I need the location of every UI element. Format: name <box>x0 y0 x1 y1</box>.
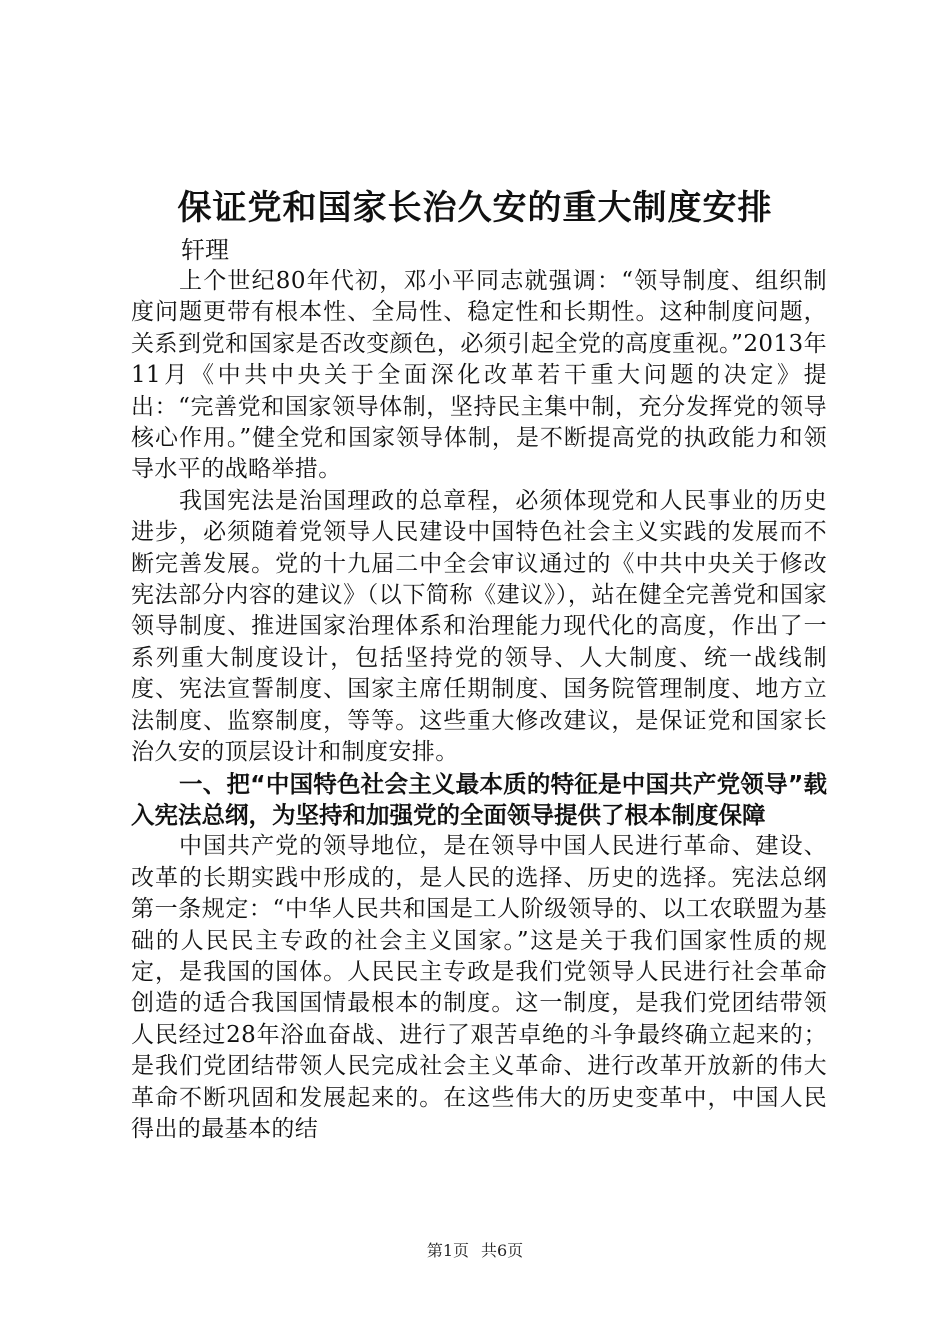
body-paragraph-1: 上个世纪80年代初，邓小平同志就强调：“领导制度、组织制度问题更带有根本性、全局性、稳定性和长期性。这种制度问题，关系到党和国家是否改变颜色，必须引起全党的高度重视。”2013年11月《中共中央关于全面深化改革若干重大问题的决定》提出：“完善党和国家领导体制，坚持民主集中制，充分发挥党的领导核心作用。”健全党和国家领导体制，是不断提高党的执政能力和领导水平的战略举措。 <box>131 268 827 483</box>
page-number: 第1页 <box>426 1241 469 1260</box>
section-heading-1: 一、把“中国特色社会主义最本质的特征是中国共产党领导”载入宪法总纲，为坚持和加强党的全面领导提供了根本制度保障 <box>131 769 827 829</box>
page-total: 共6页 <box>481 1241 524 1260</box>
body-paragraph-2: 我国宪法是治国理政的总章程，必须体现党和人民事业的历史进步，必须随着党领导人民建设中国特色社会主义实践的发展而不断完善发展。党的十九届二中全会审议通过的《中共中央关于修改宪法部分内容的建议》（以下简称《建议》），站在健全完善党和国家领导制度、推进国家治理体系和治理能力现代化的高度，作出了一系列重大制度设计，包括坚持党的领导、人大制度、统一战线制度、宪法宣誓制度、国家主席任期制度、国务院管理制度、地方立法制度、监察制度，等等。这些重大修改建议，是保证党和国家长治久安的顶层设计和制度安排。 <box>131 487 827 766</box>
document-body <box>131 235 827 1145</box>
section-1-paragraph: 中国共产党的领导地位，是在领导中国人民进行革命、建设、改革的长期实践中形成的，是人民的选择、历史的选择。宪法总纲第一条规定：“中华人民共和国是工人阶级领导的、以工农联盟为基础的人民民主专政的社会主义国家。”这是关于我们国家性质的规定，是我国的国体。人民民主专政是我们党领导人民进行社会革命创造的适合我国国情最根本的制度。这一制度，是我们党团结带领人民经过28年浴血奋战、进行了艰苦卓绝的斗争最终确立起来的；是我们党团结带领人民完成社会主义革命、进行改革开放新的伟大革命不断巩固和发展起来的。在这些伟大的历史变革中，中国人民得出的最基本的结 <box>131 833 827 1142</box>
page-footer <box>0 1240 950 1262</box>
document-title: 保证党和国家长治久安的重大制度安排 <box>177 188 773 228</box>
author-name: 轩理 <box>181 236 229 264</box>
